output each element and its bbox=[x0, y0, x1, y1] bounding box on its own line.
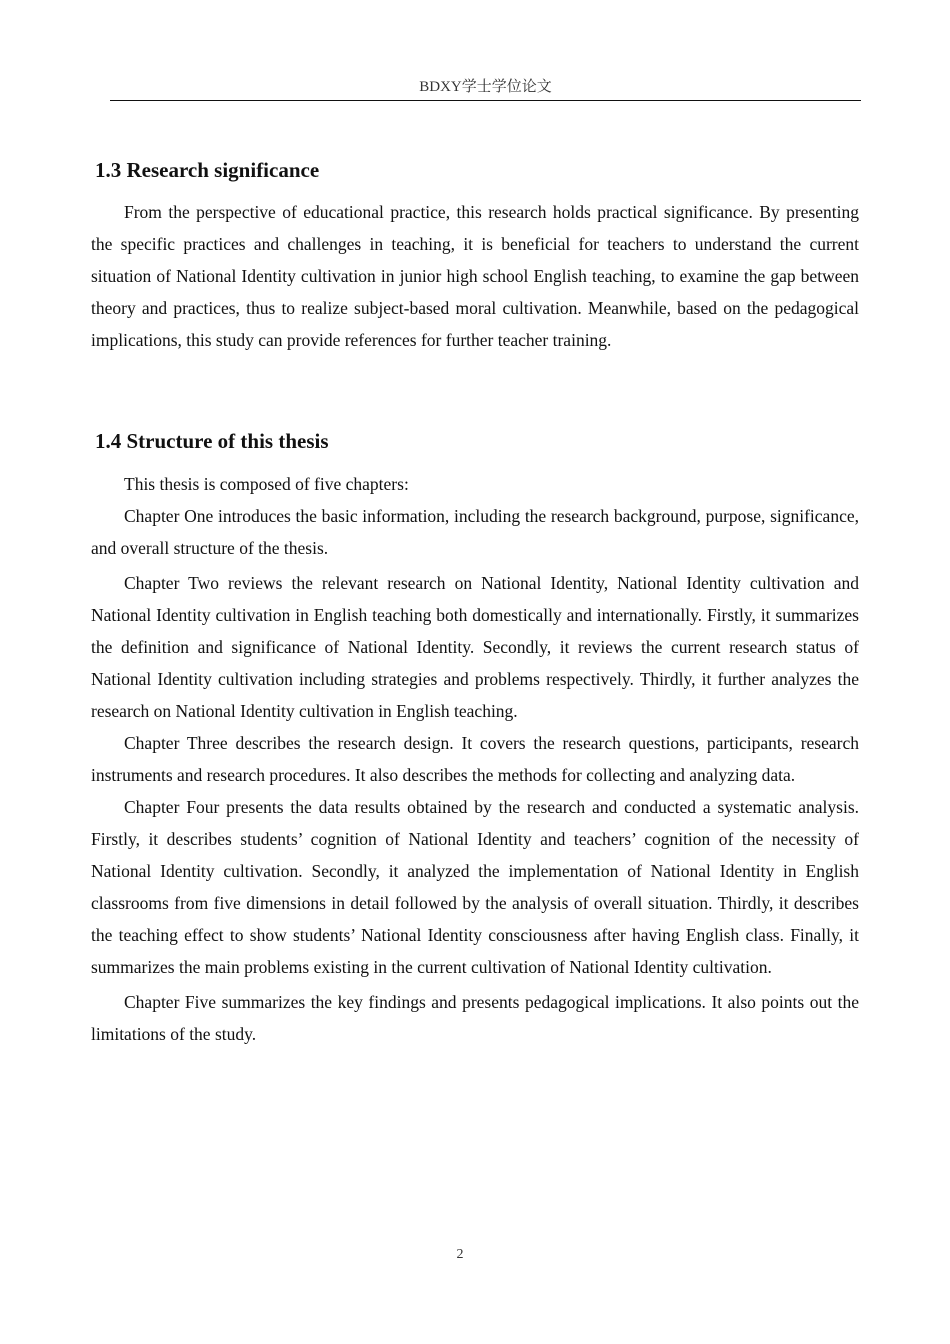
section-body-thesis-structure bbox=[91, 468, 859, 1050]
paragraph: Chapter One introduces the basic information, including the research background, purpose, significance, and overall structure of the thesis. bbox=[91, 506, 859, 558]
page-number: 2 bbox=[456, 1247, 464, 1262]
paragraph: From the perspective of educational practice, this research holds practical significance. By presenting the specific practices and challenges in teaching, it is beneficial for teachers to understand the current situation of National Identity cultivation in junior high school English teaching, to examine the gap between theory and practices, thus to realize subject-based moral cultivation. Meanwhile, based on the pedagogical implications, this study can provide references for further teacher training. bbox=[91, 202, 859, 350]
paragraph: Chapter Five summarizes the key findings and presents pedagogical implications. It also points out the limitations of the study. bbox=[91, 992, 859, 1044]
section-body-research-significance bbox=[91, 196, 859, 356]
paragraph: Chapter Two reviews the relevant research on National Identity, National Identity cultivation and National Identity cultivation in English teaching both domestically and internationally. Firstly, it summarizes the definition and significance of National Identity. Secondly, it reviews the current research status of National Identity cultivation including strategies and problems respectively. Thirdly, it further analyzes the research on National Identity cultivation in English teaching. bbox=[91, 573, 859, 721]
section-heading-thesis-structure: 1.4 Structure of this thesis bbox=[95, 429, 329, 453]
paragraph: Chapter Three describes the research design. It covers the research questions, participants, research instruments and research procedures. It also describes the methods for collecting and analyzing data. bbox=[91, 733, 859, 785]
section-heading-research-significance: 1.3 Research significance bbox=[95, 158, 320, 182]
paragraph: This thesis is composed of five chapters: bbox=[124, 474, 409, 494]
running-header: BDXY学士学位论文 bbox=[419, 79, 552, 95]
paragraph: Chapter Four presents the data results obtained by the research and conducted a systematic analysis. Firstly, it describes students’ cognition of National Identity and teachers’ cognition of the necessity of National Identity cultivation. Secondly, it analyzed the implementation of National Identity in English classrooms from five dimensions in detail followed by the analysis of overall situation. Thirdly, it describes the teaching effect to show students’ National Identity consciousness after having English class. Finally, it summarizes the main problems existing in the current cultivation of National Identity cultivation. bbox=[91, 797, 859, 977]
header-rule bbox=[110, 100, 861, 101]
